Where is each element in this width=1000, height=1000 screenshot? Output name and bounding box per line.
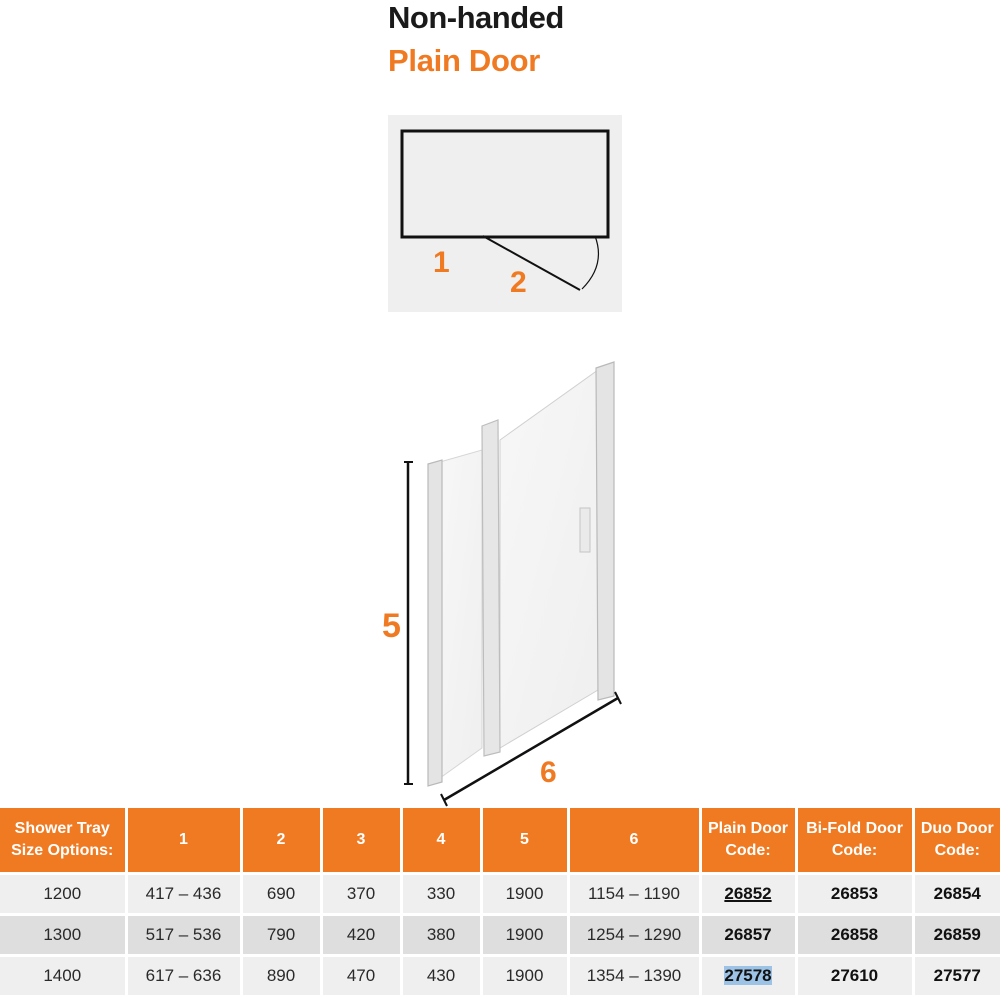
header-4: 4 [401,808,481,874]
header-bifold-door-code: Bi-Fold Door Code: [796,808,913,874]
cell-dim-5: 1900 [481,956,568,997]
cell-tray-size: 1200 [0,874,126,915]
door-swing-arc [582,236,598,289]
cell-dim-6: 1254 – 1290 [568,915,700,956]
door-glass-panel [500,370,598,748]
header-1: 1 [126,808,241,874]
label-2: 2 [510,266,527,299]
cell-dim-3: 420 [321,915,401,956]
subtitle: Plain Door [388,43,541,78]
cell-bifold-code: 26858 [796,915,913,956]
cell-duo-code: 26854 [913,874,1000,915]
table-row [0,874,1000,915]
header-6: 6 [568,808,700,874]
cell-dim-3: 370 [321,874,401,915]
door-edge-profile [596,362,614,700]
cell-dim-1: 417 – 436 [126,874,241,915]
header-2: 2 [241,808,321,874]
table-header-row [0,808,1000,874]
header-3: 3 [321,808,401,874]
header-5: 5 [481,808,568,874]
cell-dim-3: 470 [321,956,401,997]
center-post [482,420,500,756]
fixed-glass-panel [440,450,482,778]
cell-dim-6: 1154 – 1190 [568,874,700,915]
wall-profile [428,460,442,786]
label-1: 1 [433,246,450,279]
door-swing-line [483,236,580,290]
title: Non-handed [388,0,564,35]
table-row [0,915,1000,956]
door-elevation-diagram [360,350,660,810]
cell-bifold-code: 26853 [796,874,913,915]
cell-dim-4: 430 [401,956,481,997]
cell-dim-4: 380 [401,915,481,956]
cell-dim-2: 790 [241,915,321,956]
cell-duo-code: 26859 [913,915,1000,956]
header-plain-door-code: Plain Door Code: [700,808,796,874]
header-duo-door-code: Duo Door Code: [913,808,1000,874]
tray-outline [402,131,608,237]
plain-door-code-link[interactable]: 26852 [724,884,772,903]
cell-bifold-code: 27610 [796,956,913,997]
label-5: 5 [382,607,401,645]
plain-door-code-link-selected[interactable]: 27578 [724,966,772,985]
cell-dim-4: 330 [401,874,481,915]
cell-dim-1: 617 – 636 [126,956,241,997]
cell-dim-2: 890 [241,956,321,997]
cell-dim-1: 517 – 536 [126,915,241,956]
size-options-table [0,808,1000,998]
cell-duo-code: 27577 [913,956,1000,997]
cell-dim-2: 690 [241,874,321,915]
door-handle [580,508,590,552]
cell-tray-size: 1300 [0,915,126,956]
label-6: 6 [540,756,557,789]
cell-tray-size: 1400 [0,956,126,997]
header-shower-tray: Shower Tray Size Options: [0,808,126,874]
cell-dim-5: 1900 [481,874,568,915]
plan-view-diagram [388,115,622,312]
table-row [0,956,1000,997]
cell-dim-6: 1354 – 1390 [568,956,700,997]
cell-plain-code: 26857 [700,915,796,956]
cell-dim-5: 1900 [481,915,568,956]
